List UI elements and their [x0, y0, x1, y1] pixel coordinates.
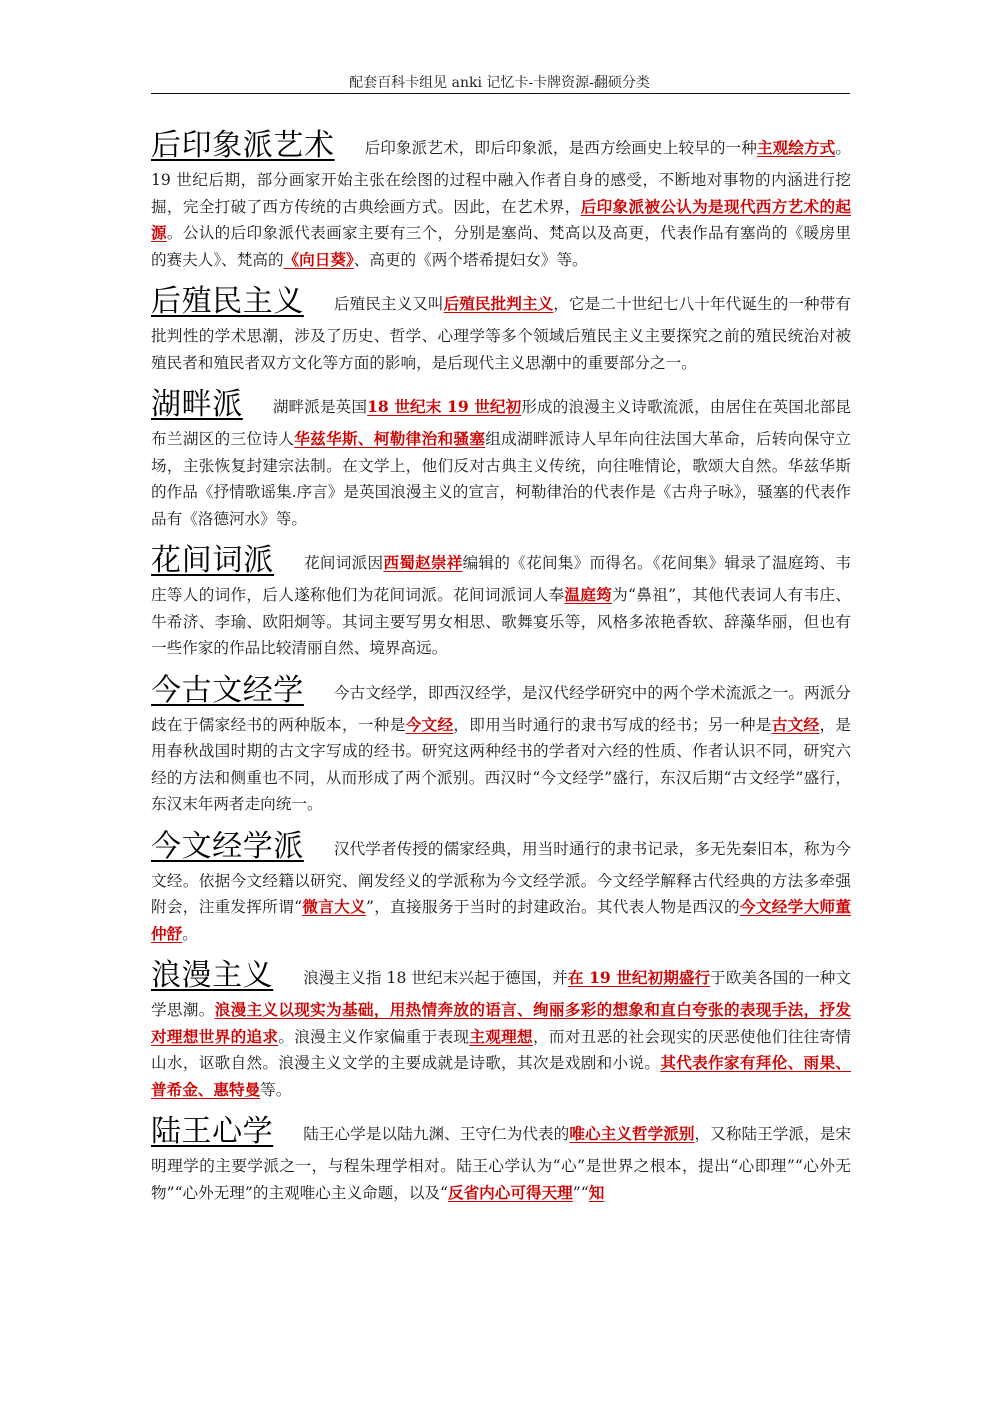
entry-paragraph	[151, 670, 851, 818]
highlighted-keyword: 西蜀赵崇祥	[383, 553, 463, 572]
entry-text: 花间词派因	[304, 554, 384, 572]
entry-text: ，而对丑恶的社会现实的厌恶使他们往往寄情山水，讴歌自然。浪漫主义文学的主要成就是诗歌，其次是戏剧和小说。	[151, 1027, 851, 1072]
entry-text: ，即用当时通行的隶书写成的经书；另一种是	[453, 715, 772, 734]
highlighted-keyword: 其代表作家有拜伦、雨果、普希金、惠特曼	[151, 1053, 851, 1099]
highlighted-keyword: 在 19 世纪初期盛行	[567, 968, 711, 987]
entry	[151, 540, 851, 662]
entry-text: ”“	[572, 1183, 589, 1202]
entry-paragraph	[151, 125, 851, 273]
entry-text: 后殖民主义又叫	[333, 295, 444, 313]
entry-text: 。浪漫主义作家偏重于表现	[278, 1027, 470, 1046]
entry-gap	[151, 947, 851, 955]
highlighted-keyword: 18 世纪末 19 世纪初	[367, 397, 522, 416]
entry	[151, 384, 851, 532]
entry-paragraph	[151, 826, 851, 948]
entry	[151, 281, 851, 376]
entry	[151, 670, 851, 818]
highlighted-keyword: 后印象派被公认为是现代西方艺术的起源	[151, 196, 851, 242]
entry-text: 形成的浪漫主义诗歌流派，由居住在英国北部昆布兰湖区的三位诗人	[151, 398, 852, 448]
entry	[151, 125, 851, 273]
entry-gap	[151, 818, 851, 826]
entry-term: 今文经学派	[151, 828, 304, 864]
highlighted-keyword: 知	[588, 1182, 605, 1202]
entry-gap	[151, 1103, 851, 1111]
header-rule	[151, 93, 850, 94]
highlighted-keyword: 唯心主义哲学派别	[569, 1124, 695, 1143]
entry	[151, 826, 851, 948]
highlighted-keyword: 古文经	[771, 714, 820, 734]
entry-gap	[151, 273, 851, 281]
entry-gap	[151, 376, 851, 384]
entry-text: 。	[182, 924, 198, 943]
entry-paragraph	[151, 540, 851, 662]
entry-text: 今古文经学，即西汉经学，是汉代经学研究中的两个学术流派之一。两派分歧在于儒家经书的两种版本，一种是	[151, 683, 851, 734]
entry-text: ，是用春秋战国时期的古文字写成的经书。研究这两种经书的学者对六经的性质、作者认识不同，研究六经的方法和侧重也不同，从而形成了两个派别。西汉时“今文经学”盛行，东汉后期“古文经学”盛行，东汉末年两者走向统一。	[151, 715, 851, 813]
entry-paragraph	[151, 1111, 851, 1206]
entry-term: 湖畔派	[151, 387, 243, 422]
entry-paragraph	[151, 384, 851, 532]
highlighted-keyword: 今文经学大师董仲舒	[151, 897, 851, 943]
entry-text: 、高更的《两个塔希提妇女》等。	[353, 250, 588, 269]
entry-text: 后印象派艺术，即后印象派，是西方绘画史上较早的一种	[364, 139, 757, 157]
entry-paragraph	[151, 281, 851, 376]
entry-text: 。公认的后印象派代表画家主要有三个，分别是塞尚、梵高以及高更，代表作品有塞尚的《暖房里的赛夫人》、梵高的	[151, 224, 851, 269]
entry-paragraph	[151, 955, 851, 1103]
entry-term: 后印象派艺术	[151, 128, 335, 163]
entry-text: ，又称陆王学派，是宋明理学的主要学派之一，与程朱理学相对。陆王心学认为“心”是世界之根本，提出“心即理”“心外无物”“心外无理”的主观唯心主义命题，以及“	[151, 1125, 851, 1202]
entry-term: 今古文经学	[151, 672, 304, 708]
entry-text: 。19 世纪后期，部分画家开始主张在绘图的过程中融入作者自身的感受，不断地对事物的内涵进行挖掘，完全打破了西方传统的古典绘画方式。因此，在艺术界，	[151, 139, 851, 216]
highlighted-keyword: 温庭筠	[564, 585, 613, 604]
entry-text: ”，直接服务于当时的封建政治。其代表人物是西汉的	[365, 898, 740, 916]
entry-text: 陆王心学是以陆九渊、王守仁为代表的	[303, 1125, 570, 1143]
highlighted-keyword: 浪漫主义以现实为基础，用热情奔放的语言、绚丽多彩的想象和直白夸张的表现手法，抒发对理想世界的追求	[151, 1000, 851, 1046]
highlighted-keyword: 主观理想	[469, 1026, 533, 1046]
highlighted-keyword: 今文经	[405, 714, 454, 734]
entry-text: 编辑的《花间集》而得名。《花间集》辑录了温庭筠、韦庄等人的词作，后人遂称他们为花间词派。花间词派词人奉	[151, 554, 852, 604]
entry-gap	[151, 532, 851, 540]
highlighted-keyword: 华兹华斯、柯勒律治和骚塞	[294, 429, 486, 448]
entry-text: 于欧美各国的一种文学思潮。	[151, 969, 851, 1019]
entry-text: 组成湖畔派诗人早年向往法国大革命，后转向保守立场，主张恢复封建宗法制。在文学上，他们反对古典主义传统，向往唯情论，歌颂大自然。华兹华斯的作品《抒情歌谣集.序言》是英国浪漫主义的宣言，柯勒律治的代表作是《古舟子咏》，骚塞的代表作品有《洛德河水》等。	[151, 430, 851, 528]
entry-text: ，它是二十世纪七八十年代诞生的一种带有批判性的学术思潮，涉及了历史、哲学、心理学等多个领域后殖民主义主要探究之前的殖民统治对被殖民者和殖民者双方文化等方面的影响，是后现代主义思潮中的重要部分之一。	[151, 295, 851, 372]
highlighted-keyword: 主观绘方式	[756, 138, 836, 157]
entry-term: 陆王心学	[151, 1114, 274, 1149]
entry-gap	[151, 662, 851, 670]
entry-text: 浪漫主义指 18 世纪末兴起于德国，并	[303, 969, 568, 987]
entry	[151, 955, 851, 1103]
highlighted-keyword: 微言大义	[302, 897, 366, 916]
entry-text: 汉代学者传授的儒家经典，用当时通行的隶书记录，多无先秦旧本，称为今文经。依据今文经籍以研究、阐发经义的学派称为今文经学派。今文经学解释古代经典的方法多牵强附会，注重发挥所谓“	[151, 839, 851, 916]
entry-term: 花间词派	[151, 543, 275, 578]
highlighted-keyword: 反省内心可得天理	[447, 1182, 573, 1202]
entry-term: 浪漫主义	[151, 958, 274, 993]
entry-text: 为“鼻祖”，其他代表词人有韦庄、牛希济、李瑜、欧阳炯等。其词主要写男女相思、歌舞宴乐等，风格多浓艳香软、辞藻华丽，但也有一些作家的作品比较清丽自然、境界高远。	[151, 586, 851, 657]
entry-term: 后殖民主义	[151, 284, 304, 319]
entry	[151, 1111, 851, 1206]
entry-text: 等。	[260, 1080, 292, 1099]
highlighted-keyword: 后殖民批判主义	[443, 294, 554, 313]
document-body	[151, 125, 851, 1206]
entry-text: 湖畔派是英国	[272, 398, 368, 416]
page-header: 配套百科卡组见 anki 记忆卡-卡牌资源-翻硕分类	[349, 75, 650, 91]
highlighted-keyword: 《向日葵》	[283, 249, 354, 269]
